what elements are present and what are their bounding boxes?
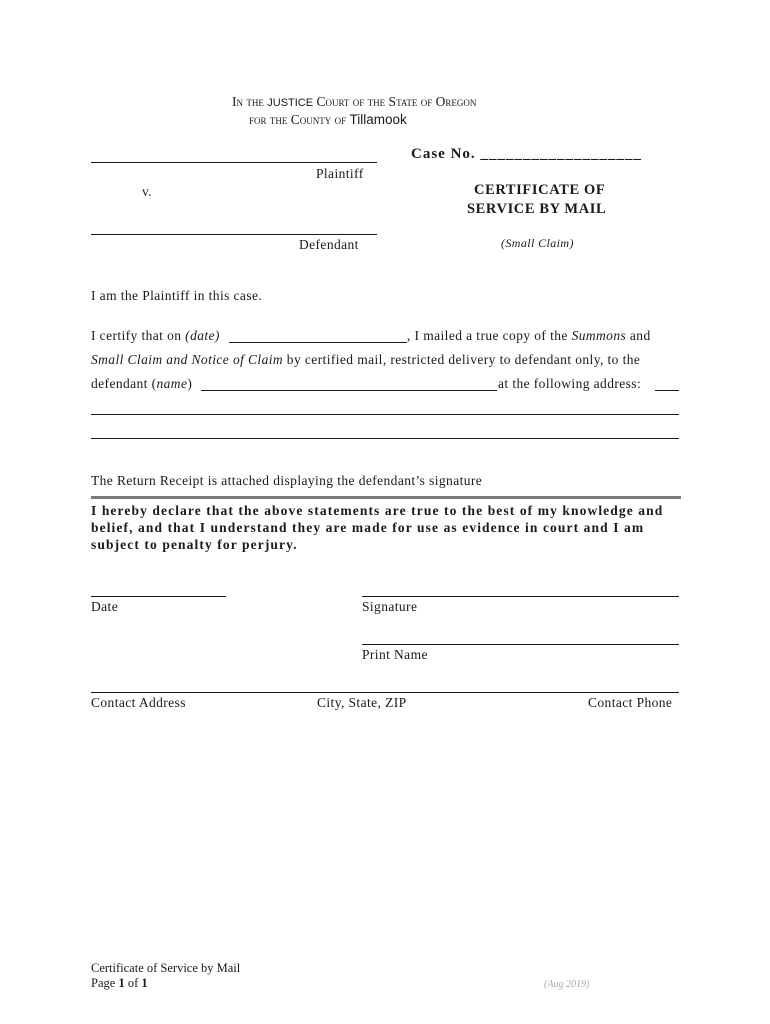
versus-label: v. [142,184,153,199]
signature-line[interactable] [362,596,679,597]
court-heading [232,94,476,110]
plaintiff-statement: I am the Plaintiff in this case. [91,288,263,303]
name-word: name [156,376,188,391]
address-input-1[interactable] [655,376,679,391]
city-state-zip-label: City, State, ZIP [317,695,407,710]
declaration-divider [91,496,681,499]
footer-form-name: Certificate of Service by Mail [91,961,241,975]
contact-address-label: Contact Address [91,695,186,710]
plaintiff-name-line[interactable] [91,162,377,163]
defendant-name-input[interactable] [201,376,497,391]
page-of: of [124,976,142,990]
footer-page-number [91,976,148,991]
return-receipt-statement: The Return Receipt is attached displaying the defendant’s signature [91,473,483,488]
county-prefix: for the County of [249,112,347,127]
date-signature-line[interactable] [91,596,226,597]
document-title-line-1: CERTIFICATE OF [474,182,606,198]
close-paren: ) [187,376,193,391]
date-word: (date) [185,328,220,343]
page-total: 1 [141,976,148,990]
print-name-line[interactable] [362,644,679,645]
certify-prefix: I certify that on [91,328,186,343]
mailing-date-input[interactable] [229,328,407,343]
contact-info-line[interactable] [91,692,679,693]
court-state: Court of the State of Oregon [316,94,477,109]
certify-line-1-end [407,328,651,344]
certify-line-2-rest: by certified mail, restricted delivery to defendant only, to the [283,352,641,367]
address-input-3[interactable] [91,424,679,439]
summons-word: Summons [571,328,627,343]
case-number-field[interactable]: Case No. ___________________ [411,146,642,162]
and-word: and [626,328,651,343]
court-prefix: In the [232,94,264,109]
page-current: 1 [118,976,125,990]
county-name-field[interactable]: Tillamook [349,112,407,127]
print-name-label: Print Name [362,647,428,662]
plaintiff-label: Plaintiff [316,166,364,181]
address-input-2[interactable] [91,400,679,415]
footer-revision: (Aug 2019) [544,979,590,990]
defendant-name-label [91,376,192,392]
county-heading [249,112,407,128]
contact-phone-label: Contact Phone [588,695,673,710]
address-suffix: at the following address: [498,376,642,391]
defendant-label: Defendant [299,237,359,252]
court-type-field[interactable]: JUSTICE [267,97,314,109]
document-subtitle: (Small Claim) [501,236,574,250]
claim-words: Small Claim and Notice of Claim [91,352,284,367]
certify-line-2 [91,352,640,368]
defendant-name-line[interactable] [91,234,377,235]
document-title-line-2: SERVICE BY MAIL [467,201,607,217]
certify-mid: , I mailed a true copy of the [407,328,572,343]
certify-line-1 [91,328,220,344]
declaration-text: I hereby declare that the above statements are true to the best of my knowledge and belief, and that I understand they are made for use as evidence in court and I am subject to penalty for perjury. [91,503,664,552]
date-label: Date [91,599,119,614]
defendant-word: defendant ( [91,376,157,391]
signature-label: Signature [362,599,418,614]
page-word: Page [91,976,119,990]
